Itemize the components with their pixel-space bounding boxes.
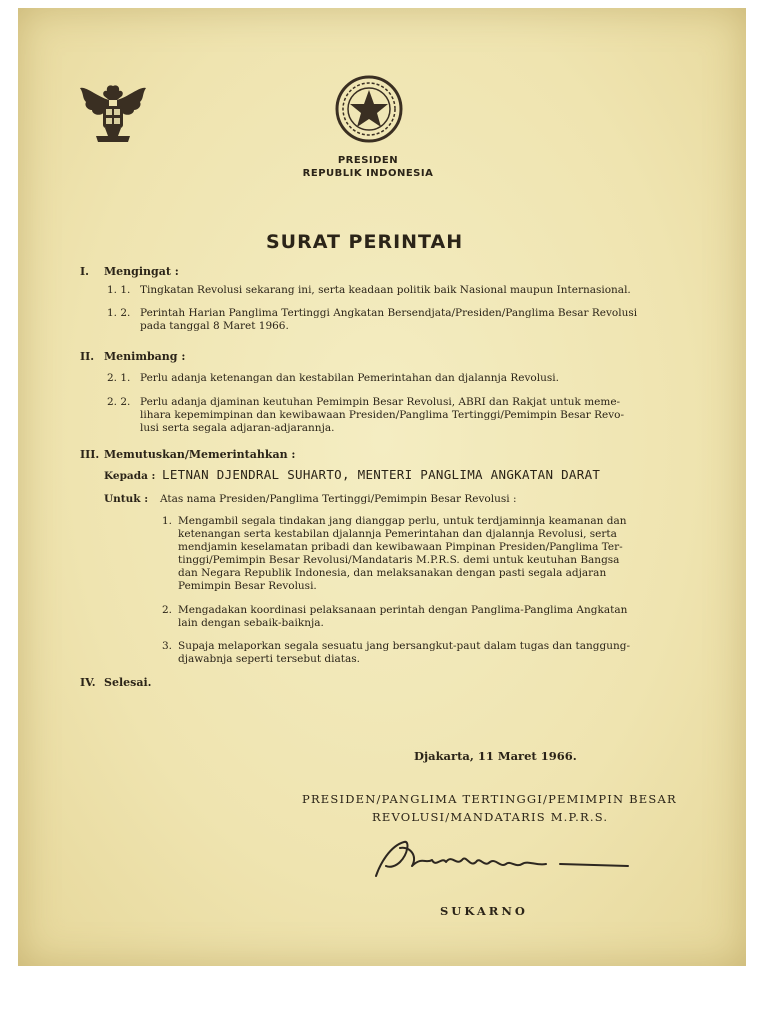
place-date: Djakarta, 11 Maret 1966. (414, 749, 577, 763)
item-number: 1. 2. (107, 307, 131, 319)
item-text-line: djawabnja seperti tersebut diatas. (178, 653, 360, 665)
section-1-roman: I. (80, 265, 89, 278)
header-line-2: REPUBLIK INDONESIA (302, 168, 434, 179)
item-text-line: ketenangan serta kestabilan djalannja Pemerintahan dan djalannja Revolusi, serta (178, 528, 617, 540)
item-number: 3. (162, 640, 173, 652)
item-number: 2. (162, 604, 173, 616)
item-text-line: lihara kepemimpinan dan kewibawaan Presiden/Panglima Tertinggi/Pemimpin Besar Revo- (140, 409, 625, 421)
item-text-line: Perintah Harian Panglima Tertinggi Angkatan Bersendjata/Presiden/Panglima Besar Revolusi (140, 307, 638, 319)
office-line-1: PRESIDEN/PANGLIMA TERTINGGI/PEMIMPIN BESAR (302, 792, 677, 806)
untuk-label: Untuk : (104, 493, 149, 505)
section-4-roman: IV. (80, 676, 96, 689)
item-text-line: Perlu adanja djaminan keutuhan Pemimpin Besar Revolusi, ABRI dan Rakjat untuk meme- (140, 396, 621, 408)
office-line-2: REVOLUSI/MANDATARIS M.P.R.S. (372, 810, 609, 824)
item-text-line: lusi serta segala adjaran-adjarannja. (140, 422, 335, 434)
item-text-line: lain dengan sebaik-baiknja. (178, 617, 324, 629)
item-number: 2. 2. (107, 396, 131, 408)
signatory-name: SUKARNO (440, 904, 528, 918)
item-text-line: Supaja melaporkan segala sesuatu jang bersangkut-paut dalam tugas dan tanggung- (178, 640, 630, 652)
untuk-value: Atas nama Presiden/Panglima Tertinggi/Pemimpin Besar Revolusi : (160, 493, 517, 505)
section-2-heading: Menimbang : (104, 350, 186, 363)
kepada-label: Kepada : (104, 470, 156, 482)
kepada-value: LETNAN DJENDRAL SUHARTO, MENTERI PANGLIMA ANGKATAN DARAT (162, 467, 601, 482)
section-1-heading: Mengingat : (104, 265, 179, 278)
item-text-line: Perlu adanja ketenangan dan kestabilan Pemerintahan dan djalannja Revolusi. (140, 372, 559, 384)
section-3-roman: III. (80, 448, 100, 461)
item-text-line: Mengambil segala tindakan jang dianggap perlu, untuk terdjaminnja keamanan dan (178, 515, 627, 527)
item-number: 1. (162, 515, 173, 527)
item-text-line: Mengadakan koordinasi pelaksanaan perintah dengan Panglima-Panglima Angkatan (178, 604, 628, 616)
item-text-line: pada tanggal 8 Maret 1966. (140, 320, 289, 332)
section-4-heading: Selesai. (104, 676, 152, 689)
section-3-heading: Memutuskan/Memerintahkan : (104, 448, 296, 461)
item-text-line: mendjamin keselamatan pribadi dan kewibawaan Pimpinan Presiden/Panglima Ter- (178, 541, 623, 553)
item-number: 2. 1. (107, 372, 131, 384)
item-text-line: dan Negara Republik Indonesia, dan melaksanakan dengan pasti segala adjaran (178, 567, 607, 579)
signature (370, 834, 635, 884)
presidential-seal-icon (334, 74, 404, 144)
garuda-emblem-icon (76, 76, 150, 148)
section-2-roman: II. (80, 350, 95, 363)
document-title: SURAT PERINTAH (266, 231, 464, 253)
item-number: 1. 1. (107, 284, 131, 296)
item-text-line: Tingkatan Revolusi sekarang ini, serta keadaan politik baik Nasional maupun Internasional. (140, 284, 631, 296)
item-text-line: tinggi/Pemimpin Besar Revolusi/Mandataris M.P.R.S. demi untuk keutuhan Bangsa (178, 554, 620, 566)
header-line-1: PRESIDEN (337, 155, 399, 166)
item-text-line: Pemimpin Besar Revolusi. (178, 580, 317, 592)
